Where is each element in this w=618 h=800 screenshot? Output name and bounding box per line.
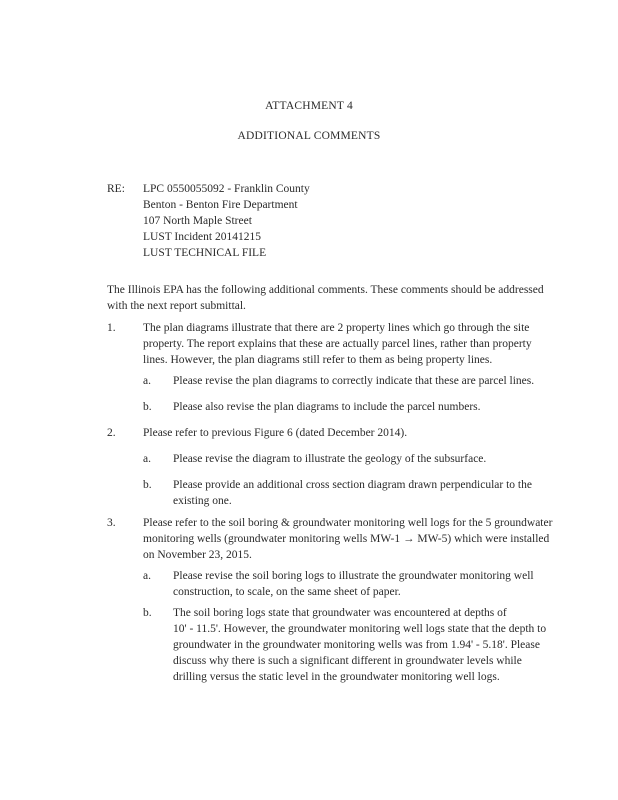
additional-comments-heading: ADDITIONAL COMMENTS — [237, 130, 381, 142]
sub-letter: b. — [143, 401, 152, 413]
sub-line: groundwater in the groundwater monitoring wells was from 1.94' - 5.18'. Please — [173, 639, 540, 651]
item-line: Please refer to the soil boring & groundwater monitoring well logs for the 5 groundwater — [143, 517, 553, 529]
intro-line: with the next report submittal. — [107, 300, 246, 312]
sub-line: Please revise the diagram to illustrate the geology of the subsurface. — [173, 453, 487, 465]
sub-letter: a. — [143, 375, 151, 387]
item-number: 1. — [107, 322, 116, 334]
attachment-heading: ATTACHMENT 4 — [265, 100, 353, 112]
item-text — [143, 320, 537, 368]
sub-text — [173, 399, 537, 415]
sub-text — [173, 477, 537, 509]
item-number: 3. — [107, 517, 116, 529]
item-line: Please refer to previous Figure 6 (dated December 2014). — [143, 427, 408, 439]
sub-line: Please revise the plan diagrams to correctly indicate that these are parcel lines. — [173, 375, 535, 387]
item-line: monitoring wells (groundwater monitoring wells MW-1 → MW-5) which were installed — [143, 533, 550, 545]
item-line: The plan diagrams illustrate that there are 2 property lines which go through the site — [143, 322, 530, 334]
re-address-block — [143, 181, 473, 261]
item-line: property. The report explains that these are actually parcel lines, rather than property — [143, 338, 532, 350]
sub-letter: a. — [143, 453, 151, 465]
sub-text — [173, 568, 537, 600]
sub-line: Please provide an additional cross section diagram drawn perpendicular to the — [173, 479, 532, 491]
sub-line: The soil boring logs state that groundwater was encountered at depths of — [173, 607, 507, 619]
intro-line: The Illinois EPA has the following additional comments. These comments should be addressed — [107, 284, 544, 296]
sub-text — [173, 451, 537, 467]
sub-line: Please also revise the plan diagrams to include the parcel numbers. — [173, 401, 481, 413]
sub-letter: b. — [143, 607, 152, 619]
re-line: Benton - Benton Fire Department — [143, 199, 298, 211]
sub-letter: a. — [143, 570, 151, 582]
re-line: LUST TECHNICAL FILE — [143, 247, 267, 259]
sub-text — [173, 373, 537, 389]
sub-line: Please revise the soil boring logs to illustrate the groundwater monitoring well — [173, 570, 534, 582]
sub-line: drilling versus the static level in the groundwater monitoring well logs. — [173, 671, 500, 683]
sub-line: construction, to scale, on the same sheet of paper. — [173, 586, 401, 598]
re-line: LUST Incident 20141215 — [143, 231, 261, 243]
re-label: RE: — [107, 183, 125, 195]
sub-text — [173, 605, 547, 685]
item-line: on November 23, 2015. — [143, 549, 252, 561]
sub-line: discuss why there is such a significant different in groundwater levels while — [173, 655, 522, 667]
item-text — [143, 515, 553, 563]
item-line: lines. However, the plan diagrams still refer to them as being property lines. — [143, 354, 493, 366]
sub-letter: b. — [143, 479, 152, 491]
re-line: LPC 0550055092 - Franklin County — [143, 183, 310, 195]
re-line: 107 North Maple Street — [143, 215, 252, 227]
item-number: 2. — [107, 427, 116, 439]
intro-paragraph — [107, 282, 544, 314]
item-text — [143, 425, 537, 441]
sub-line: existing one. — [173, 495, 232, 507]
sub-line: 10' - 11.5'. However, the groundwater monitoring well logs state that the depth to — [173, 623, 547, 635]
